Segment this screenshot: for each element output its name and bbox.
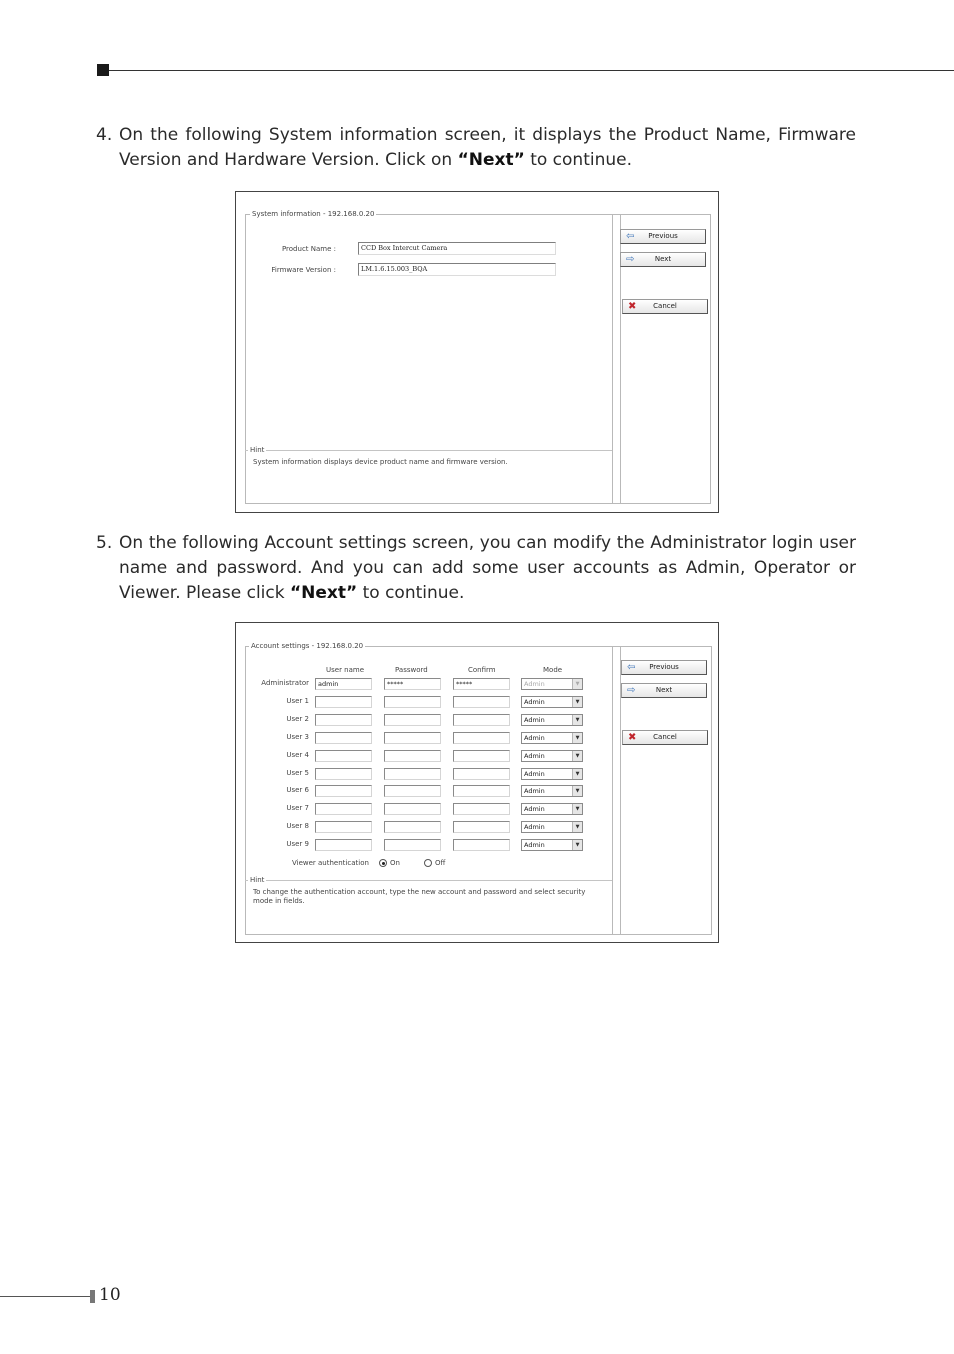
- cancel-button[interactable]: ✖ Cancel: [622, 299, 708, 314]
- password-field[interactable]: [384, 785, 441, 797]
- viewer-auth-off-radio[interactable]: Off: [424, 859, 445, 868]
- mode-select[interactable]: Admin ▼: [521, 821, 583, 833]
- close-icon: ✖: [628, 732, 637, 743]
- header-square: [97, 64, 109, 76]
- header-password: Password: [395, 666, 428, 674]
- password-field[interactable]: [384, 839, 441, 851]
- confirm-field[interactable]: [453, 714, 510, 726]
- hint-text: To change the authentication account, type the new account and password and select security mode in fields.: [253, 888, 586, 905]
- chevron-down-icon[interactable]: ▼: [572, 840, 582, 850]
- row-label: User 5: [286, 769, 309, 777]
- next-button[interactable]: ⇨ Next: [621, 683, 707, 698]
- username-field[interactable]: admin: [315, 678, 372, 690]
- username-field[interactable]: [315, 732, 372, 744]
- confirm-field[interactable]: [453, 785, 510, 797]
- password-field[interactable]: [384, 821, 441, 833]
- mode-select[interactable]: Admin ▼: [521, 839, 583, 851]
- hint-divider: [245, 450, 612, 451]
- username-field[interactable]: [315, 839, 372, 851]
- previous-button[interactable]: ⇦ Previous: [620, 229, 706, 244]
- hint-text: System information displays device product name and firmware version.: [253, 458, 508, 466]
- firmware-version-field[interactable]: LM.1.6.15.003_BQA: [358, 263, 556, 276]
- step-text: On the following System information screen, it displays the Product Name, Firmware Version and Hardware Version. Click on “Next” to continue.: [119, 125, 856, 170]
- chevron-down-icon: ▼: [572, 679, 582, 689]
- chevron-down-icon[interactable]: ▼: [572, 786, 582, 796]
- panel-legend: Account settings - 192.168.0.20: [251, 642, 364, 650]
- row-label: User 3: [286, 733, 309, 741]
- row-label: User 8: [286, 822, 309, 830]
- next-emphasis: “Next”: [290, 583, 358, 603]
- mode-select[interactable]: Admin ▼: [521, 768, 583, 780]
- username-field[interactable]: [315, 696, 372, 708]
- mode-select[interactable]: Admin ▼: [521, 696, 583, 708]
- chevron-down-icon[interactable]: ▼: [572, 697, 582, 707]
- password-field[interactable]: [384, 768, 441, 780]
- next-button[interactable]: ⇨ Next: [620, 252, 706, 267]
- previous-button[interactable]: ⇦ Previous: [621, 660, 707, 675]
- system-information-screenshot: [235, 191, 719, 513]
- username-field[interactable]: [315, 768, 372, 780]
- password-field[interactable]: [384, 732, 441, 744]
- hint-divider: [245, 880, 612, 881]
- row-label: User 9: [286, 840, 309, 848]
- username-field[interactable]: [315, 750, 372, 762]
- mode-select: Admin ▼: [521, 678, 583, 690]
- step-4: [96, 123, 856, 173]
- radio-selected-icon: [379, 859, 387, 867]
- footer-rule: [0, 1296, 90, 1297]
- confirm-field[interactable]: [453, 768, 510, 780]
- hint-legend: Hint: [250, 446, 265, 454]
- next-emphasis: “Next”: [457, 150, 525, 170]
- mode-select[interactable]: Admin ▼: [521, 750, 583, 762]
- row-label: User 4: [286, 751, 309, 759]
- arrow-left-icon: ⇦: [627, 662, 636, 673]
- header-rule: [109, 70, 954, 71]
- username-field[interactable]: [315, 714, 372, 726]
- confirm-field[interactable]: [453, 839, 510, 851]
- step-number: 5.: [96, 533, 113, 553]
- confirm-field[interactable]: [453, 821, 510, 833]
- row-label: User 1: [286, 697, 309, 705]
- chevron-down-icon[interactable]: ▼: [572, 751, 582, 761]
- firmware-version-label: Firmware Version :: [271, 266, 336, 274]
- step-5: [96, 531, 856, 606]
- step-number: 4.: [96, 125, 113, 145]
- product-name-label: Product Name :: [281, 245, 336, 253]
- panel-legend: System information - 192.168.0.20: [252, 210, 375, 218]
- arrow-left-icon: ⇦: [626, 231, 635, 242]
- page-number: 10: [99, 1285, 121, 1305]
- password-field[interactable]: [384, 696, 441, 708]
- chevron-down-icon[interactable]: ▼: [572, 822, 582, 832]
- row-label: User 2: [286, 715, 309, 723]
- chevron-down-icon[interactable]: ▼: [572, 804, 582, 814]
- username-field[interactable]: [315, 803, 372, 815]
- product-name-field[interactable]: CCD Box Intercut Camera: [358, 242, 556, 255]
- chevron-down-icon[interactable]: ▼: [572, 715, 582, 725]
- password-field[interactable]: *****: [384, 678, 441, 690]
- chevron-down-icon[interactable]: ▼: [572, 769, 582, 779]
- footer-bar: [90, 1290, 95, 1303]
- password-field[interactable]: [384, 803, 441, 815]
- confirm-field[interactable]: [453, 750, 510, 762]
- viewer-authentication-label: Viewer authentication: [292, 859, 369, 867]
- row-label: Administrator: [261, 679, 309, 687]
- confirm-field[interactable]: [453, 732, 510, 744]
- step-text: On the following Account settings screen, you can modify the Administrator login user name and password. And you can add some user accounts as Admin, Operator or Viewer. Please click “Next” to continue.: [119, 533, 856, 603]
- cancel-button[interactable]: ✖ Cancel: [622, 730, 708, 745]
- header-username: User name: [326, 666, 365, 674]
- confirm-field[interactable]: [453, 696, 510, 708]
- arrow-right-icon: ⇨: [627, 685, 636, 696]
- mode-select[interactable]: Admin ▼: [521, 803, 583, 815]
- viewer-auth-on-radio[interactable]: On: [379, 859, 400, 868]
- row-label: User 7: [286, 804, 309, 812]
- radio-unselected-icon: [424, 859, 432, 867]
- confirm-field[interactable]: [453, 803, 510, 815]
- row-label: User 6: [286, 786, 309, 794]
- mode-select[interactable]: Admin ▼: [521, 785, 583, 797]
- close-icon: ✖: [628, 301, 637, 312]
- password-field[interactable]: [384, 714, 441, 726]
- mode-select[interactable]: Admin ▼: [521, 714, 583, 726]
- hint-legend: Hint: [250, 876, 265, 884]
- username-field[interactable]: [315, 785, 372, 797]
- confirm-field[interactable]: *****: [453, 678, 510, 690]
- mode-select[interactable]: Admin ▼: [521, 732, 583, 744]
- header-mode: Mode: [543, 666, 563, 674]
- header-confirm: Confirm: [468, 666, 496, 674]
- password-field[interactable]: [384, 750, 441, 762]
- username-field[interactable]: [315, 821, 372, 833]
- arrow-right-icon: ⇨: [626, 254, 635, 265]
- account-settings-screenshot: [235, 622, 719, 943]
- chevron-down-icon[interactable]: ▼: [572, 733, 582, 743]
